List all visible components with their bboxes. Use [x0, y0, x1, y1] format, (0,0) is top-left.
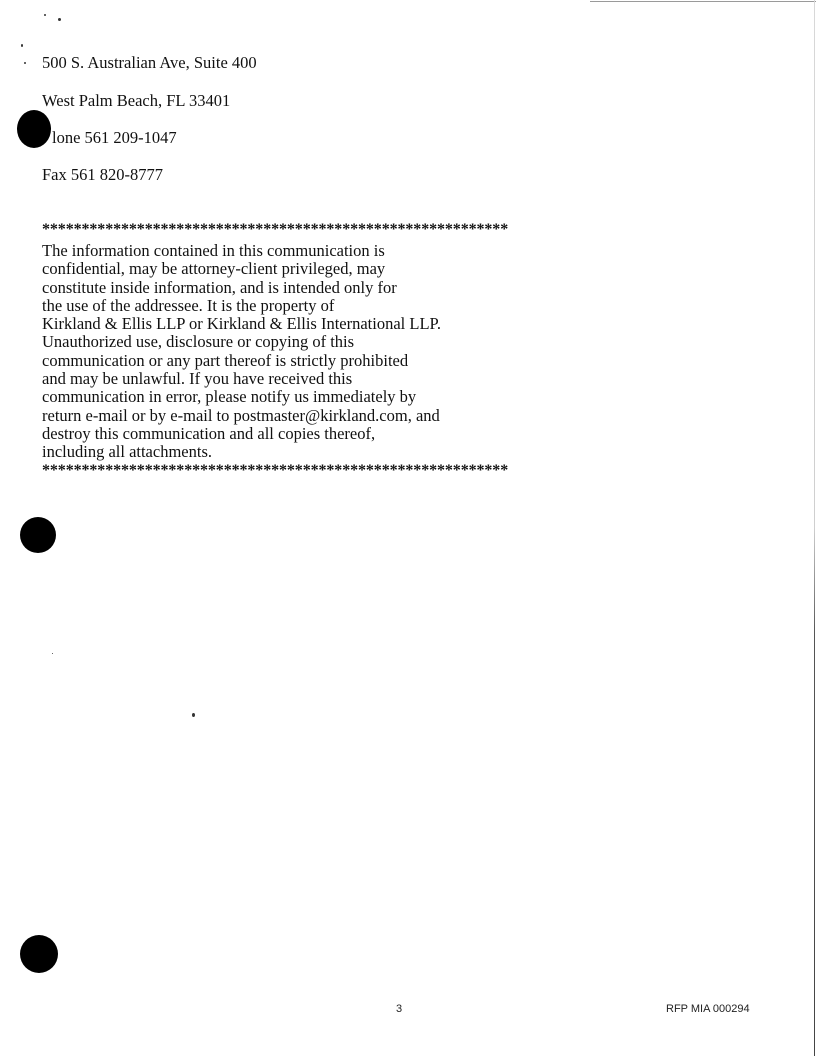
hole-punch-top — [17, 110, 51, 148]
address-fax: Fax 561 820-8777 — [42, 165, 163, 184]
hole-punch-bottom — [20, 935, 58, 973]
disclaimer-line: communication in error, please notify us immediately by — [42, 387, 417, 407]
address-city: West Palm Beach, FL 33401 — [42, 91, 231, 110]
disclaimer-line: including all attachments. — [42, 442, 212, 462]
scan-speck — [24, 62, 26, 64]
disclaimer-line: the use of the addressee. It is the property of — [42, 295, 335, 315]
scan-speck — [21, 44, 23, 47]
address-street: 500 S. Australian Ave, Suite 400 — [42, 53, 257, 72]
disclaimer-line: return e-mail or by e-mail to postmaster@kirkland.com, and — [42, 405, 440, 425]
scan-speck — [44, 14, 46, 16]
scan-speck — [58, 18, 61, 21]
page-number: 3 — [396, 1003, 403, 1015]
scan-edge-right — [814, 0, 815, 1056]
disclaimer-line: communication or any part thereof is strictly prohibited — [42, 350, 409, 370]
disclaimer-border-top: *********************************************************** — [42, 222, 509, 238]
disclaimer-line: Unauthorized use, disclosure or copying of this — [42, 332, 355, 352]
disclaimer-line: confidential, may be attorney-client privileged, may — [42, 259, 386, 279]
hole-punch-middle — [20, 517, 56, 553]
disclaimer-line: destroy this communication and all copies thereof, — [42, 423, 376, 443]
bates-number: RFP MIA 000294 — [666, 1003, 750, 1015]
scan-speck — [52, 653, 53, 654]
scan-edge-top — [590, 1, 816, 2]
address-phone: lone 561 209-1047 — [52, 128, 177, 147]
disclaimer-border-bottom: *********************************************************** — [42, 463, 509, 479]
disclaimer-line: constitute inside information, and is intended only for — [42, 277, 397, 297]
disclaimer-line: Kirkland & Ellis LLP or Kirkland & Ellis International LLP. — [42, 314, 441, 334]
confidentiality-disclaimer — [42, 242, 441, 462]
disclaimer-line: and may be unlawful. If you have received this — [42, 369, 353, 389]
disclaimer-line: The information contained in this communication is — [42, 241, 385, 260]
scan-speck — [192, 713, 195, 717]
